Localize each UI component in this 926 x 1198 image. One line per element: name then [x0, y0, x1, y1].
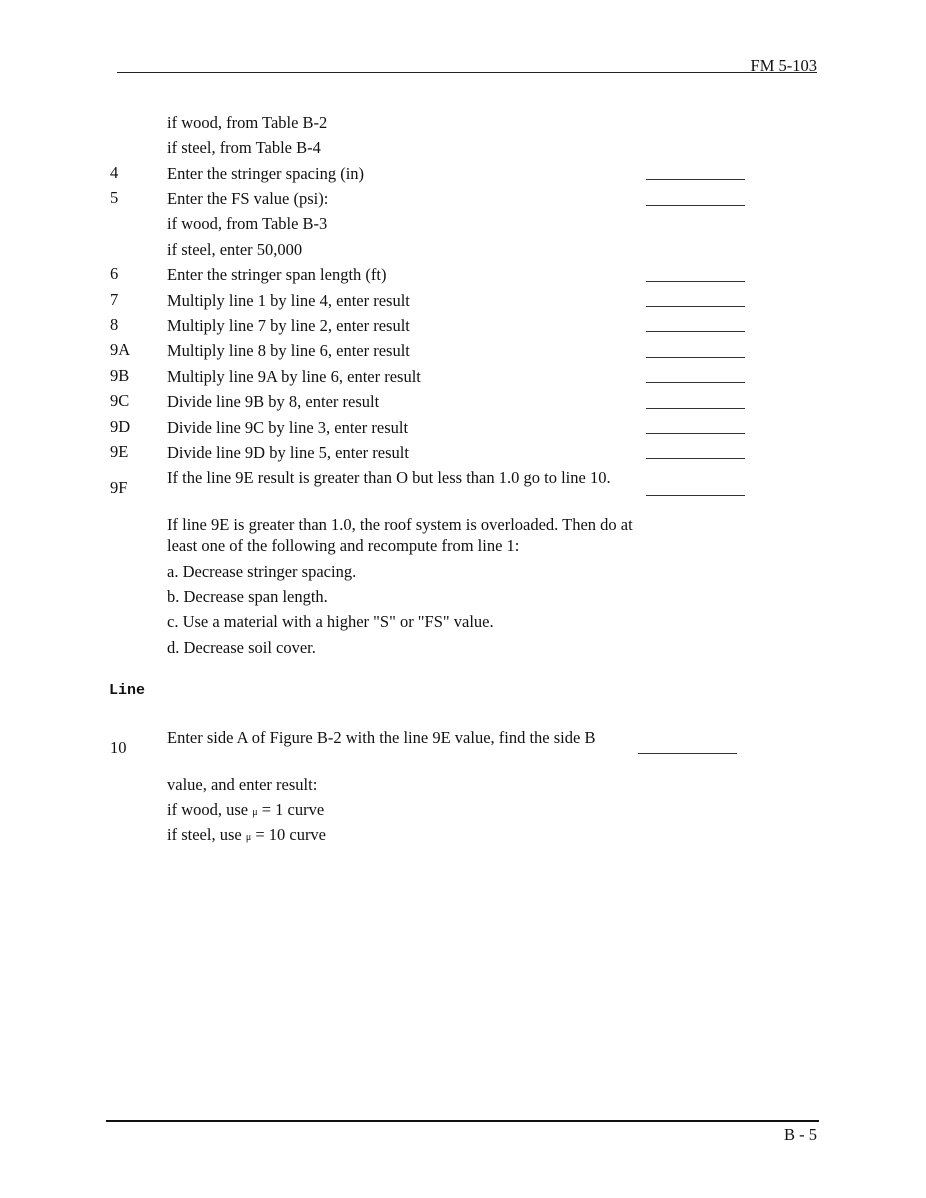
page-number: B - 5: [784, 1125, 817, 1144]
list-item-text: a. Decrease stringer spacing.: [167, 562, 357, 581]
list-item-text: value, and enter result:: [167, 775, 318, 794]
list-item-text: if wood, from Table B-3: [167, 214, 328, 233]
answer-blank[interactable]: [646, 408, 745, 409]
list-item-text: Divide line 9C by line 3, enter result: [167, 418, 409, 437]
list-item-text: Enter side A of Figure B-2 with the line 9E value, find the side B: [167, 728, 596, 747]
wood-suffix: = 1 curve: [257, 800, 325, 819]
line-number: 9E: [110, 442, 129, 461]
list-item-text: Multiply line 1 by line 4, enter result: [167, 291, 410, 310]
answer-blank[interactable]: [646, 306, 745, 307]
line-number: 8: [110, 315, 119, 334]
answer-blank[interactable]: [646, 205, 745, 206]
list-item-text: Enter the stringer spacing (in): [167, 164, 365, 183]
list-item-text: If line 9E is greater than 1.0, the roof system is overloaded. Then do at least one of the following and recompute from line 1:: [167, 515, 633, 555]
list-item-text: d. Decrease soil cover.: [167, 638, 316, 657]
answer-blank[interactable]: [646, 433, 745, 434]
wood-prefix: if wood, use: [167, 800, 253, 819]
list-item-text: if wood, from Table B-2: [167, 113, 328, 132]
section-label: Line: [109, 682, 146, 699]
mu-symbol: μ: [245, 832, 252, 843]
list-item-text: Multiply line 8 by line 6, enter result: [167, 341, 410, 360]
steel-suffix: = 10 curve: [251, 825, 327, 844]
answer-blank[interactable]: [646, 179, 745, 180]
line-number: 9D: [110, 417, 131, 436]
list-item-text: Divide line 9D by line 5, enter result: [167, 443, 409, 462]
footer-rule: [106, 1120, 819, 1122]
list-item-text: Multiply line 9A by line 6, enter result: [167, 367, 421, 386]
header-title: FM 5-103: [750, 56, 817, 75]
list-item-text: If the line 9E result is greater than O but less than 1.0 go to line 10.: [167, 468, 611, 487]
answer-blank[interactable]: [646, 281, 745, 282]
list-item-text: Divide line 9B by 8, enter result: [167, 392, 380, 411]
list-item-text: [167, 824, 647, 848]
list-item-text: if steel, from Table B-4: [167, 138, 321, 157]
answer-blank[interactable]: [646, 495, 745, 496]
list-item-text: b. Decrease span length.: [167, 587, 328, 606]
list-item-text: if steel, enter 50,000: [167, 240, 303, 259]
list-item-text: Enter the FS value (psi):: [167, 189, 329, 208]
list-item-text: c. Use a material with a higher "S" or "FS" value.: [167, 612, 494, 631]
line-number: 10: [110, 738, 127, 757]
line-number: 7: [110, 290, 119, 309]
steel-prefix: if steel, use: [167, 825, 246, 844]
answer-blank[interactable]: [638, 753, 737, 754]
header-rule: [117, 72, 817, 73]
list-item-text: Multiply line 7 by line 2, enter result: [167, 316, 410, 335]
line-number: 5: [110, 188, 119, 207]
answer-blank[interactable]: [646, 357, 745, 358]
answer-blank[interactable]: [646, 382, 745, 383]
line-number: 9F: [110, 478, 128, 497]
answer-blank[interactable]: [646, 458, 745, 459]
list-item-text: Enter the stringer span length (ft): [167, 265, 387, 284]
line-number: 9C: [110, 391, 130, 410]
line-number: 9B: [110, 366, 130, 385]
mu-symbol: μ: [252, 807, 258, 818]
answer-blank[interactable]: [646, 331, 745, 332]
line-number: 9A: [110, 340, 131, 359]
list-item-text: [167, 799, 647, 823]
line-number: 4: [110, 163, 119, 182]
line-number: 6: [110, 264, 119, 283]
